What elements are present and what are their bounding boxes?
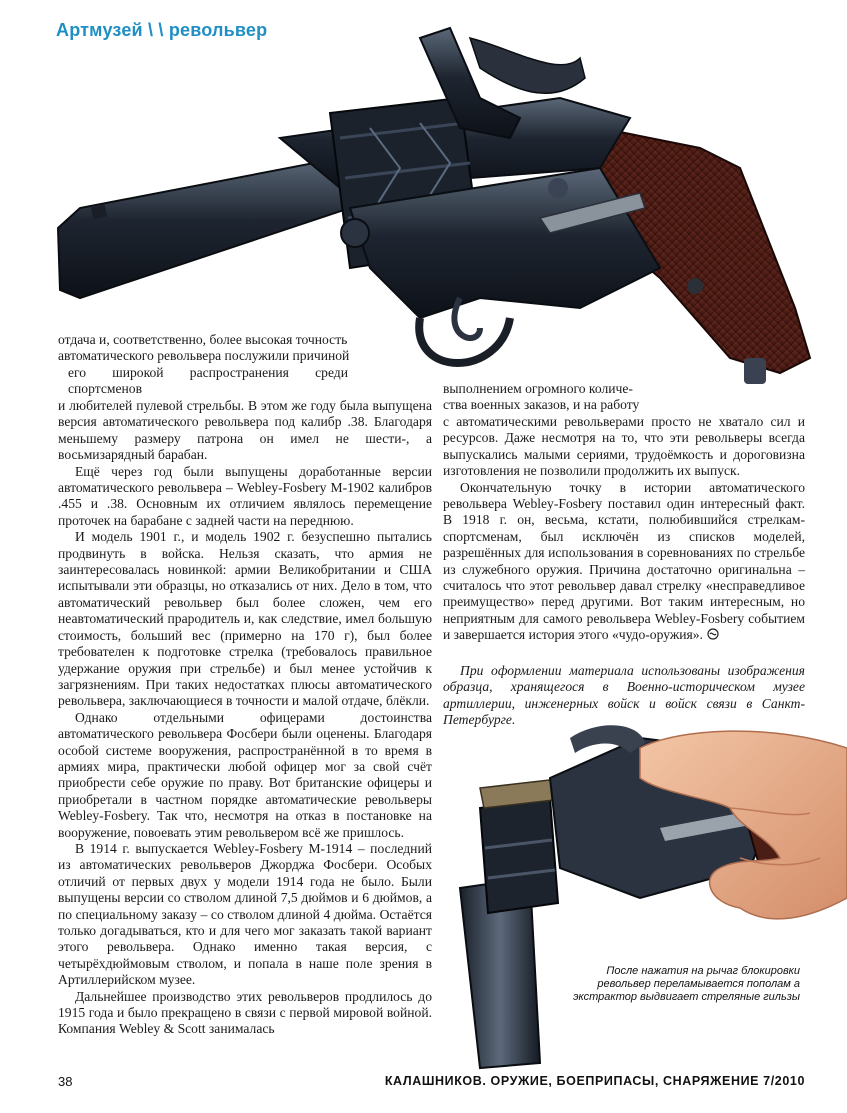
paragraph: И модель 1901 г., и модель 1902 г. безуспешно пытались продвинуть в войска. Нельзя сказать, что армия не заинтересовалась новинкой: армии Великобритании и США испытывали эти образцы, но отказались от них. Дело в том, что автоматический револьвер был более сложен, чем его неавтоматический прародитель и, как следствие, имел большую стоимость, больший вес (примерно на 170 г), был более требователен к подготовке стрелка (требовалось правильное удержание оружия при стрельбе) и был менее устойчив к загрязнениям. При таких недостатках плюсы автоматического револьвера, заключающиеся в точности и малой отдаче, блёкли. — [58, 529, 432, 709]
paragraph-text: Окончательную точку в истории автоматического револьвера Webley-Fosbery поставил один интересный факт. В 1918 г. он, весьма, кстати, полюбившийся стрелкам-спортсменам, был исключён из списков моделей, разрешённых для использования в соревнованиях по стрельбе из служебного оружия. Причина достаточно оригинальна – считалось что этот револьвер давал стрелку «несправедливое преимущество» перед другими. Вот таким интересным, но неприятным для самого револьвера Webley-Fosbery событием и завершается история этого «чудо-оружия». — [443, 479, 805, 643]
text-line: выполнением огромного количе- — [443, 381, 633, 396]
page-number: 38 — [58, 1074, 73, 1089]
text-line: ства военных заказов, и на работу — [443, 397, 640, 413]
text-line: его широкой распространения среди спортсменов — [68, 364, 348, 397]
section-title: Артмузей \ \ револьвер — [56, 20, 268, 40]
paragraph: Однако отдельными офицерами достоинства автоматического револьвера Фосбери были оценены. Благодаря особой системе вооружения, распространённой в то время в армиях мира, практически любой офицер мог за свой счёт приобрести себе оружие по праву. Вот британские офицеры и приобретали в частном порядке автоматические револьверы Webley-Fosbery. Так что, несмотря на отказ в постановке на вооружение, повоевать этим револьвером всё же пришлось. — [58, 709, 432, 840]
right-column — [443, 414, 805, 644]
paragraph — [443, 480, 805, 644]
paragraph: Дальнейшее производство этих револьверов продлилось до 1915 года и было прекращено в связи с первой мировой войной. Компания Webley & Scott занималась — [58, 988, 432, 1037]
broken-revolver-photo — [440, 718, 847, 1078]
source-note: При оформлении материала использованы изображения образца, хранящегося в Военно-историческом музее артиллерии, инженерных войск и войск связи в Санкт-Петербурге. — [443, 663, 805, 728]
magazine-title: КАЛАШНИКОВ. ОРУЖИЕ, БОЕПРИПАСЫ, СНАРЯЖЕНИЕ 7/2010 — [384, 1074, 805, 1088]
right-wrap-lines — [443, 381, 639, 414]
paragraph: В 1914 г. выпускается Webley-Fosbery M-1914 – последний из автоматических револьверов Джорджа Фосбери. Особых отличий от первых двух у модели 1914 года не было. Были выпущены версии со стволом длиной 7,5 дюймов и 6 дюймов, а по специальному заказу – со стволом длиной 4 дюйма. Остаётся только догадываться, кто и для чего мог заказать такой вариант этого револьвера. Однако именно такая версия, с четырёхдюймовым стволом, и попала в наше поле зрения в Артиллерийском музее. — [58, 840, 432, 988]
paragraph: с автоматическими револьверами просто не хватало сил и ресурсов. Даже несмотря на то, что эти револьверы всегда выпускались малыми сериями, трудоёмкость и дороговизна изготовления не позволили продолжить их выпуск. — [443, 414, 805, 479]
left-wrap-lines — [58, 332, 438, 398]
paragraph: и любителей пулевой стрельбы. В этом же году была выпущена версия автоматического револьвера под калибр .38. Благодаря меньшему размеру патрона он имел не шести-, а восьмизарядный барабан. — [58, 398, 432, 463]
photo-caption: После нажатия на рычаг блокировки револьвер переламывается пополам а экстрактор выдвигает стреляные гильзы — [573, 965, 800, 1003]
paragraph: Ещё через год были выпущены доработанные версии автоматического револьвера – Webley-Fosbery M-1902 калибров .455 и .38. Основным их отличием являлось перемещение проточек на барабане с задней части на переднюю. — [58, 463, 432, 528]
text-line: отдача и, соответственно, более высокая точность — [58, 332, 348, 347]
left-column — [58, 398, 432, 1038]
text-line: автоматического револьвера послужили причиной — [58, 348, 350, 364]
end-of-article-icon — [707, 628, 719, 640]
